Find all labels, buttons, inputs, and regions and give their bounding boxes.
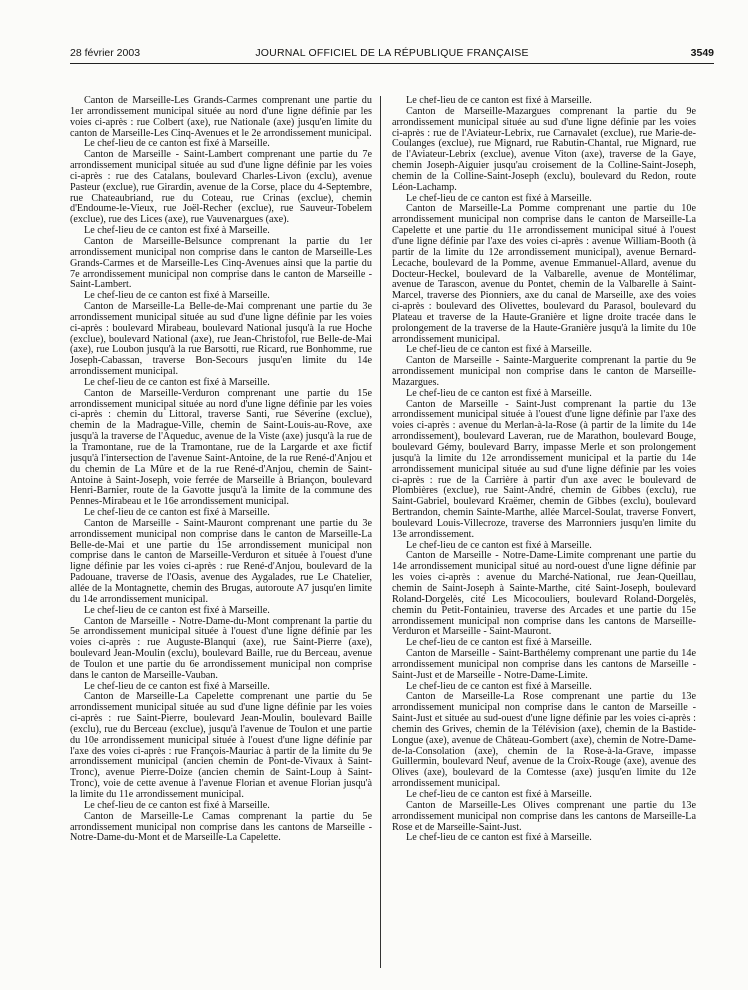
paragraph: Canton de Marseille-La Pomme comprenant une partie du 10e arrondissement municipal non comprise dans le canton de Marseille-La Capelette et une partie du 11e arrondissement municipal situé à l'ouest d'une ligne définie par l'axe des voies ci-après : avenue William-Booth (à partir de la limite du 12e arrondissement municipal), avenue Bernard-Lecache, boulevard de la Pomme, avenue Emmanuel-Allard, avenue du Docteur-Heckel, boulevard de la Valbarelle, avenue de Montélimar, avenue de Tarascon, avenue du Pontet, chemin de la Valbarelle à Saint-Marcel, traverse des Pionniers, axe du canal de Marseille, axe des voies ci-après : boulevard des Olivettes, boulevard du Parasol, boulevard du Plateau et traverse de la Haute-Granière et ligne droite tracée dans le prolongement de la traverse de la Haute-Granière jusqu'à la limite du 10e arrondissement municipal. <box>392 203 696 345</box>
paragraph: Le chef-lieu de ce canton est fixé à Marseille. <box>84 138 270 150</box>
paragraph: Canton de Marseille-La Belle-de-Mai comprenant une partie du 3e arrondissement municipal située au sud d'une ligne définie par les voies ci-après : boulevard Mirabeau, boulevard National jusqu'à la rue Hoche (exclue), boulevard National (axe), rue Jean-Christofol, rue Belle-de-Mai (axe), rue Loubon jusqu'à la rue Barsotti, rue Ricard, rue Bonhomme, rue Joseph-Cabassan, traverse Bon-Secours jusqu'en limite du 14e arrondissement municipal. <box>70 301 372 378</box>
paragraph: Canton de Marseille-La Rose comprenant une partie du 13e arrondissement municipal non comprise dans le canton de Marseille - Saint-Just et située au sud-ouest d'une ligne définie par les voies ci-après : chemin des Grives, chemin de la Télévision (axe), chemin de la Bastide-Longue (axe), avenue de Château-Gombert (axe), chemin de Notre-Dame-de-la-Consolation (axe), chemin de la Rose-à-la-Grave, impasse Guillermin, boulevard Neuf, avenue de la Croix-Rouge (axe), avenue des Olives (axe), boulevard de la Comtesse (axe) jusqu'en limite du 12e arrondissement municipal. <box>392 691 696 790</box>
paragraph: Le chef-lieu de ce canton est fixé à Marseille. <box>406 539 592 551</box>
paragraph: Canton de Marseille-Les Grands-Carmes comprenant une partie du 1er arrondissement municipal située au nord d'une ligne définie par les voies ci-après : rue Colbert (axe), rue Nationale (axe) jusqu'en limite du canton de Marseille-Les Cinq-Avenues et le 2e arrondissement municipal. <box>70 96 372 139</box>
column-divider <box>380 96 381 968</box>
paragraph: Le chef-lieu de ce canton est fixé à Marseille. <box>84 376 270 388</box>
paragraph: Le chef-lieu de ce canton est fixé à Marseille. <box>84 225 270 237</box>
paragraph: Canton de Marseille-La Capelette comprenant une partie du 5e arrondissement municipal située au sud d'une ligne définie par les voies ci-après : rue Saint-Pierre, boulevard Jean-Moulin, boulevard Baille (exclu), rue du Berceau (exclue), jusqu'à l'avenue de Toulon et une partie du 10e arrondissement municipal située à l'ouest d'une ligne définie par l'axe des voies ci-après : rue François-Mauriac à partir de la limite du 9e arrondissement municipal (ancien chemin de Pont-de-Vivaux à Saint-Tronc), avenue Pierre-Doize (ancien chemin de Saint-Loup à Saint-Tronc), voie de cette avenue à l'avenue Florian et avenue Florian jusqu'à la limite du 11e arrondissement municipal. <box>70 691 372 800</box>
paragraph: Canton de Marseille - Saint-Lambert comprenant une partie du 7e arrondissement municipal située au sud d'une ligne définie par les voies ci-après : rue des Catalans, boulevard Charles-Livon (exclu), avenue Pasteur (exclue), rue Girardin, avenue de la Corse, place du 4-Septembre, rue Chateaubriand, rue du Coteau, rue Crinas (exclue), chemin d'Endoume-le-Vieux, rue Joël-Recher (exclue), rue Sauveur-Tobelem (exclue), rue des Lices (axe), rue Vauvenargues (axe). <box>70 149 372 226</box>
paragraph: Canton de Marseille - Sainte-Marguerite comprenant la partie du 9e arrondissement municipal non comprise dans le canton de Marseille-Mazargues. <box>392 355 696 388</box>
paragraph: Le chef-lieu de ce canton est fixé à Marseille. <box>406 344 592 356</box>
paragraph: Canton de Marseille - Saint-Just comprenant la partie du 13e arrondissement municipal située à l'ouest d'une ligne définie par l'axe des voies ci-après : avenue du Merlan-à-la-Rose (à partir de la limite du 14e arrondissement), boulevard Laveran, rue de Marathon, boulevard Bouge, boulevard Gémy, boulevard Barry, impasse Merle et son prolongement jusqu'à la limite du 12e arrondissement municipal et la partie du 14e arrondissement municipal située au sud d'une ligne définie par les voies ci-après : rue de la Carrière à partir d'un axe avec le boulevard de Plombières (exclue), rue Saint-André, chemin de Gibbes (exclu), rue Saint-Gabriel, boulevard Kraëmer, chemin de Gibbes (exclu), boulevard Bertrandon, chemin Sainte-Marthe, allée Marcel-Soulat, traverse Fonvert, boulevard Louis-Villecroze, traverse des Marronniers jusqu'en limite du 13e arrondissement. <box>392 398 696 540</box>
paragraph: Le chef-lieu de ce canton est fixé à Marseille. <box>406 96 592 106</box>
paragraph: Le chef-lieu de ce canton est fixé à Marseille. <box>406 680 592 692</box>
paragraph: Canton de Marseille - Notre-Dame-du-Mont comprenant la partie du 5e arrondissement municipal située à l'ouest d'une ligne définie par les voies ci-après : rue Auguste-Blanqui (axe), rue Saint-Pierre (axe), boulevard Jean-Moulin (exclu), boulevard Baille, rue du Berceau, avenue de Toulon et une partie du 6e arrondissement municipal non comprise dans le canton de Marseille-Vauban. <box>70 615 372 681</box>
page-header <box>70 47 714 63</box>
paragraph: Le chef-lieu de ce canton est fixé à Marseille. <box>406 789 592 800</box>
header-rule <box>70 63 714 64</box>
paragraph: Le chef-lieu de ce canton est fixé à Marseille. <box>406 637 592 649</box>
paragraph: Canton de Marseille-Mazargues comprenant la partie du 9e arrondissement municipal située au sud d'une ligne définie par les voies ci-après : rue de l'Aviateur-Lebrix, rue Carnavalet (exclue), rue Marie-de-Coulanges (exclue), rue Mignard, rue Rabutin-Chantal, rue Mignard, rue de l'Aviateur-Lebrix (exclue), avenue Viton (axe), traverse de la Gaye, chemin Joseph-Aiguier jusqu'au croisement de la Colline-Saint-Joseph, chemin de la Colline-Saint-Joseph (exclu), boulevard du Redon, route Léon-Lachamp. <box>392 105 696 193</box>
left-column <box>70 96 372 976</box>
paragraph: Le chef-lieu de ce canton est fixé à Marseille. <box>84 604 270 616</box>
paragraph: Canton de Marseille - Notre-Dame-Limite comprenant une partie du 14e arrondissement municipal situé au nord-ouest d'une ligne définie par les voies ci-après : avenue du Marché-National, rue Jean-Queillau, chemin de Saint-Joseph à Sainte-Marthe, cité Saint-Joseph, boulevard Roland-Dorgelès, cité Les Micocouliers, boulevard Roland-Dorgelès, chemin du Petit-Fontainieu, traverse des Arcades et une partie du 15e arrondissement municipal non comprise dans les cantons de Marseille-Verduron et Marseille - Saint-Mauront. <box>392 550 696 638</box>
paragraph: Canton de Marseille-Belsunce comprenant la partie du 1er arrondissement municipal non comprise dans le canton de Marseille-Les Grands-Carmes et de Marseille-Les Cinq-Avenues ainsi que la partie du 7e arrondissement municipal non comprise dans le canton de Marseille - Saint-Lambert. <box>70 235 372 291</box>
paragraph: Canton de Marseille - Saint-Barthélemy comprenant une partie du 14e arrondissement municipal non comprise dans les cantons de Marseille - Saint-Just et de Marseille - Notre-Dame-Limite. <box>392 648 696 681</box>
paragraph: Le chef-lieu de ce canton est fixé à Marseille. <box>406 387 592 399</box>
paragraph: Canton de Marseille-Verduron comprenant une partie du 15e arrondissement municipal située au nord d'une ligne définie par les voies ci-après : chemin du Littoral, traverse Santi, rue Séverine (exclue), chemin de la Madrague-Ville, chemin de Saint-Louis-au-Rove, axe jusqu'à la traverse de l'Aqueduc, avenue de la Viste (axe) jusqu'à la rue de la Tramontane, rue de la Tramontane, rue de la Largarde et axe fictif jusqu'à l'intersection de l'avenue Saint-Antoine, de la rue René-d'Anjou et du chemin de La Mûre et de la rue René-d'Anjou, chemin de Saint-Antoine à Saint-Joseph, voie ferrée de Marseille à Briançon, boulevard Henri-Barnier, route de la Gavotte jusqu'à la limite de la commune des Pennes-Mirabeau et le 16e arrondissement municipal. <box>70 387 372 508</box>
paragraph: Canton de Marseille-Le Camas comprenant la partie du 5e arrondissement municipal non comprise dans les cantons de Marseille - Notre-Dame-du-Mont et de Marseille-La Capelette. <box>70 810 372 844</box>
header-date: 28 février 2003 <box>70 47 141 59</box>
paragraph: Le chef-lieu de ce canton est fixé à Marseille. <box>406 832 592 844</box>
paragraph: Le chef-lieu de ce canton est fixé à Marseille. <box>84 290 270 302</box>
paragraph: Canton de Marseille-Les Olives comprenant une partie du 13e arrondissement municipal non comprise dans les cantons de Marseille-La Rose et de Marseille-Saint-Just. <box>392 799 696 833</box>
paragraph: Le chef-lieu de ce canton est fixé à Marseille. <box>406 192 592 204</box>
page-number: 3549 <box>690 47 714 59</box>
paragraph: Canton de Marseille - Saint-Mauront comprenant une partie du 3e arrondissement municipal non comprise dans le canton de Marseille-La Belle-de-Mai et une partie du 15e arrondissement municipal non comprise dans le canton de Marseille-Verduron et située à l'ouest d'une ligne définie par les voies ci-après : rue René-d'Anjou, boulevard de la Padouane, traverse de l'Oasis, avenue des Aygalades, rue Le Chatelier, allée de la Montagnette, chemin des Brugas, autoroute A7 jusqu'en limite du 14e arrondissement municipal. <box>70 517 372 605</box>
paragraph: Le chef-lieu de ce canton est fixé à Marseille. <box>84 799 270 811</box>
header-title: JOURNAL OFFICIEL DE LA RÉPUBLIQUE FRANÇAISE <box>255 47 529 59</box>
paragraph: Le chef-lieu de ce canton est fixé à Marseille. <box>84 680 270 692</box>
right-column <box>392 96 696 976</box>
paragraph: Le chef-lieu de ce canton est fixé à Marseille. <box>84 507 270 519</box>
